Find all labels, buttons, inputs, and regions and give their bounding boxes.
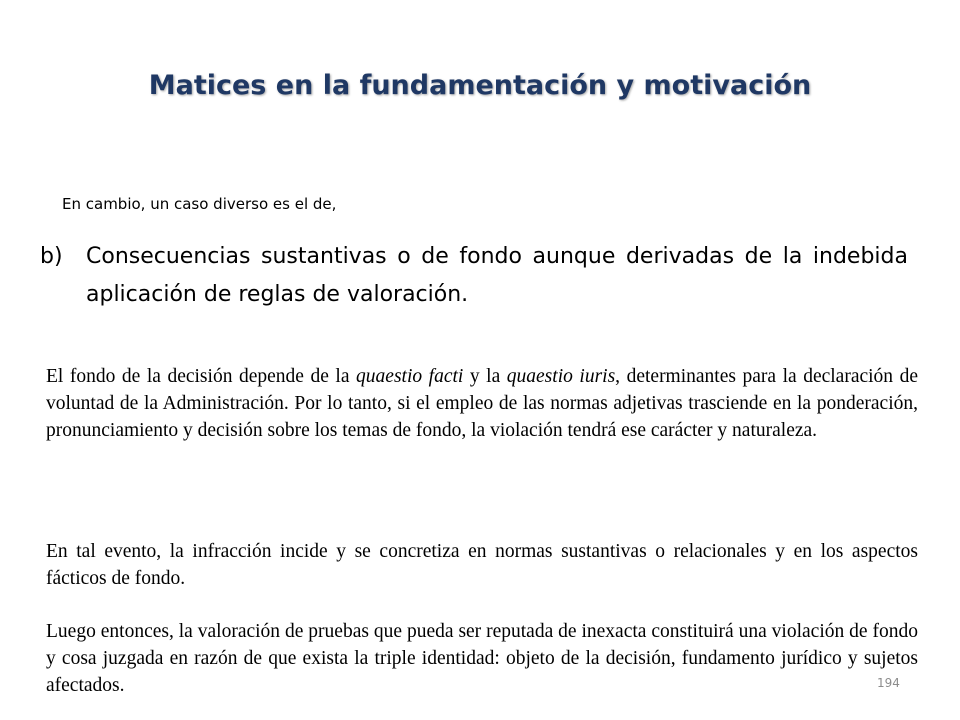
intro-text: En cambio, un caso diverso es el de, [62, 195, 337, 213]
paragraph-1-part2: y la [463, 366, 507, 387]
latin-term-quaestio-iuris: quaestio iuris [506, 366, 616, 387]
slide-title: Matices en la fundamentación y motivación [148, 70, 812, 101]
latin-term-quaestio-facti: quaestio facti [356, 366, 464, 387]
paragraph-3: Luego entonces, la valoración de pruebas que pueda ser reputada de inexacta constituirá una violación de fondo y cosa juzgada en razón de que exista la triple identidad: objeto de la decisión, fundamento jurídico y sujetos afectados. [46, 621, 918, 696]
page-number: 194 [877, 676, 900, 690]
paragraph-1-part1: El fondo de la decisión depende de la [46, 366, 357, 387]
list-item-text: Consecuencias sustantivas o de fondo aunque derivadas de la indebida aplicación de reglas de valoración. [86, 244, 908, 307]
paragraph-2: En tal evento, la infracción incide y se concretiza en normas sustantivas o relacionales y en los aspectos fácticos de fondo. [46, 541, 918, 589]
list-item-b [40, 238, 908, 314]
paragraph-1-part3: , determinantes para la declaración de voluntad de la Administración. Por lo tanto, si el empleo de las normas adjetivas trasciende en la ponderación, pronunciamiento y decisión sobre los temas de fondo, la violación tendrá ese carácter y naturaleza. [46, 366, 919, 441]
paragraph-1 [46, 363, 918, 444]
list-marker: b) [40, 244, 63, 269]
